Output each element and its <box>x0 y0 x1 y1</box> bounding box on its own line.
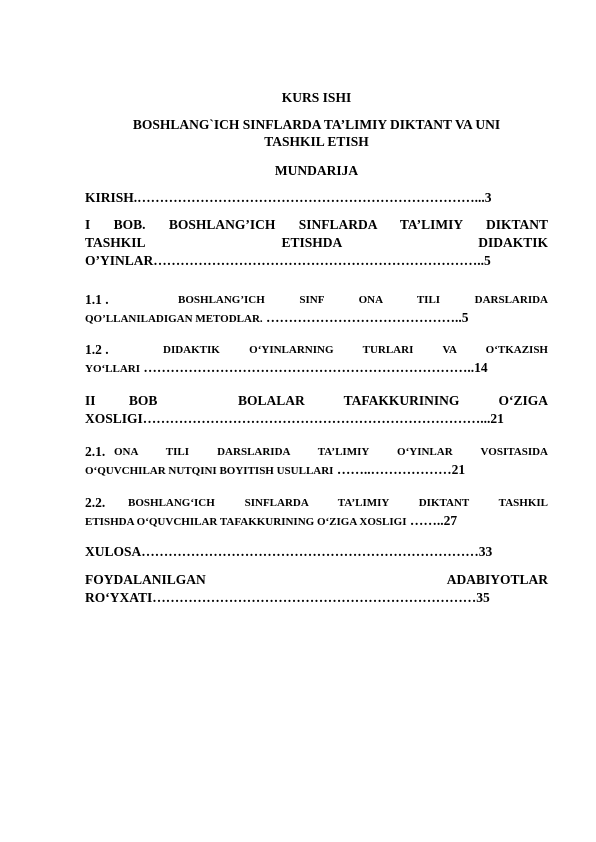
toc-2-2-line1 <box>85 494 548 512</box>
toc-1-1-number: 1.1 . <box>85 292 109 307</box>
toc-entry-2-2[interactable] <box>85 494 548 531</box>
toc-references-line1 <box>85 571 548 589</box>
toc-1-2-line2 <box>85 359 548 378</box>
title-line-1: BOSHLANG`ICH SINFLARDA TA’LIMIY DIKTANT VA UNI <box>132 117 501 132</box>
toc-2-1-line2 <box>85 461 548 480</box>
toc-1-1-leader: ……………………………………..5 <box>266 310 469 325</box>
toc-1-1-line1 <box>85 291 548 309</box>
toc-2-2-leader: ……..27 <box>409 513 458 528</box>
toc-bob1-word-1: TASHKIL <box>85 235 146 250</box>
toc-2-2-line2 <box>85 512 548 531</box>
document-type-heading: KURS ISHI <box>281 90 352 105</box>
toc-bob1-line2 <box>85 234 548 252</box>
contents-heading: MUNDARIJA <box>274 163 359 178</box>
toc-references-word-1: FOYDALANILGAN <box>85 572 206 587</box>
document-title <box>85 116 548 150</box>
toc-2-1-number: 2.1. <box>85 444 106 459</box>
toc-1-2-title: DIDAKTIK O‘YINLARNING TURLARI VA O‘TKAZISH <box>163 344 548 356</box>
toc-2-2-number: 2.2. <box>85 495 106 510</box>
toc-bob2-line2: XOSLIGI…………………………………………………………………...21 <box>85 411 504 426</box>
toc-1-1-line2 <box>85 309 548 328</box>
toc-entry-kirish[interactable] <box>85 189 548 207</box>
toc-bob2-line1 <box>85 392 548 410</box>
toc-entry-bob2[interactable] <box>85 392 548 428</box>
toc-2-1-title-cont: O‘QUVCHILAR NUTQINI BOYITISH USULLARI <box>85 465 334 477</box>
toc-references-word-2: ADABIYOTLAR <box>446 572 548 587</box>
toc-1-2-title-cont: YO‘LLARI <box>85 363 141 375</box>
toc-entry-1-1[interactable] <box>85 291 548 328</box>
toc-2-1-leader: ……..………………21 <box>336 462 466 477</box>
toc-1-2-number: 1.2 . <box>85 342 109 357</box>
toc-bob1-word-3: DIDAKTIK <box>478 235 548 250</box>
toc-1-2-leader: ………………………………………………………………..14 <box>143 360 488 375</box>
toc-kirish-text: KIRISH.…………………………………………………………………...3 <box>85 190 492 205</box>
toc-1-1-title-cont: QO’LLANILADIGAN METODLAR. <box>85 313 263 325</box>
toc-xulosa-text: XULOSA…………………………………………………………………33 <box>85 544 493 559</box>
toc-bob1-line1: I BOB. BOSHLANG’ICH SINFLARDA TA’LIMIY DIKTANT <box>85 217 548 232</box>
toc-2-2-title: BOSHLANG‘ICH SINFLARDA TA’LIMIY DIKTANT TASHKIL <box>128 497 548 509</box>
toc-entry-2-1[interactable] <box>85 443 548 480</box>
toc-entry-1-2[interactable] <box>85 341 548 378</box>
toc-1-1-title: BOSHLANG’ICH SINF ONA TILI DARSLARIDA <box>178 294 548 306</box>
toc-entry-xulosa[interactable] <box>85 543 548 561</box>
toc-entry-bob1[interactable] <box>85 216 548 270</box>
toc-2-2-title-cont: ETISHDA O‘QUVCHILAR TAFAKKURINING O‘ZIGA XOSLIGI <box>85 516 407 528</box>
toc-references-line2: RO‘YXATI………………………………………………………………35 <box>85 590 490 605</box>
toc-1-2-line1 <box>85 341 548 359</box>
toc-2-1-line1 <box>85 443 548 461</box>
toc-2-1-title: ONA TILI DARSLARIDA TA’LIMIY O‘YINLAR VOSITASIDA <box>114 446 548 458</box>
title-line-2: TASHKIL ETISH <box>264 134 369 149</box>
toc-bob1-line3: O’YINLAR………………………………………………………………..5 <box>85 253 491 268</box>
toc-bob2-heading: II BOB <box>85 393 158 408</box>
toc-entry-references[interactable] <box>85 571 548 607</box>
toc-bob2-title: BOLALAR TAFAKKURINING O‘ZIGA <box>238 393 548 408</box>
toc-bob1-word-2: ETISHDA <box>281 235 343 250</box>
